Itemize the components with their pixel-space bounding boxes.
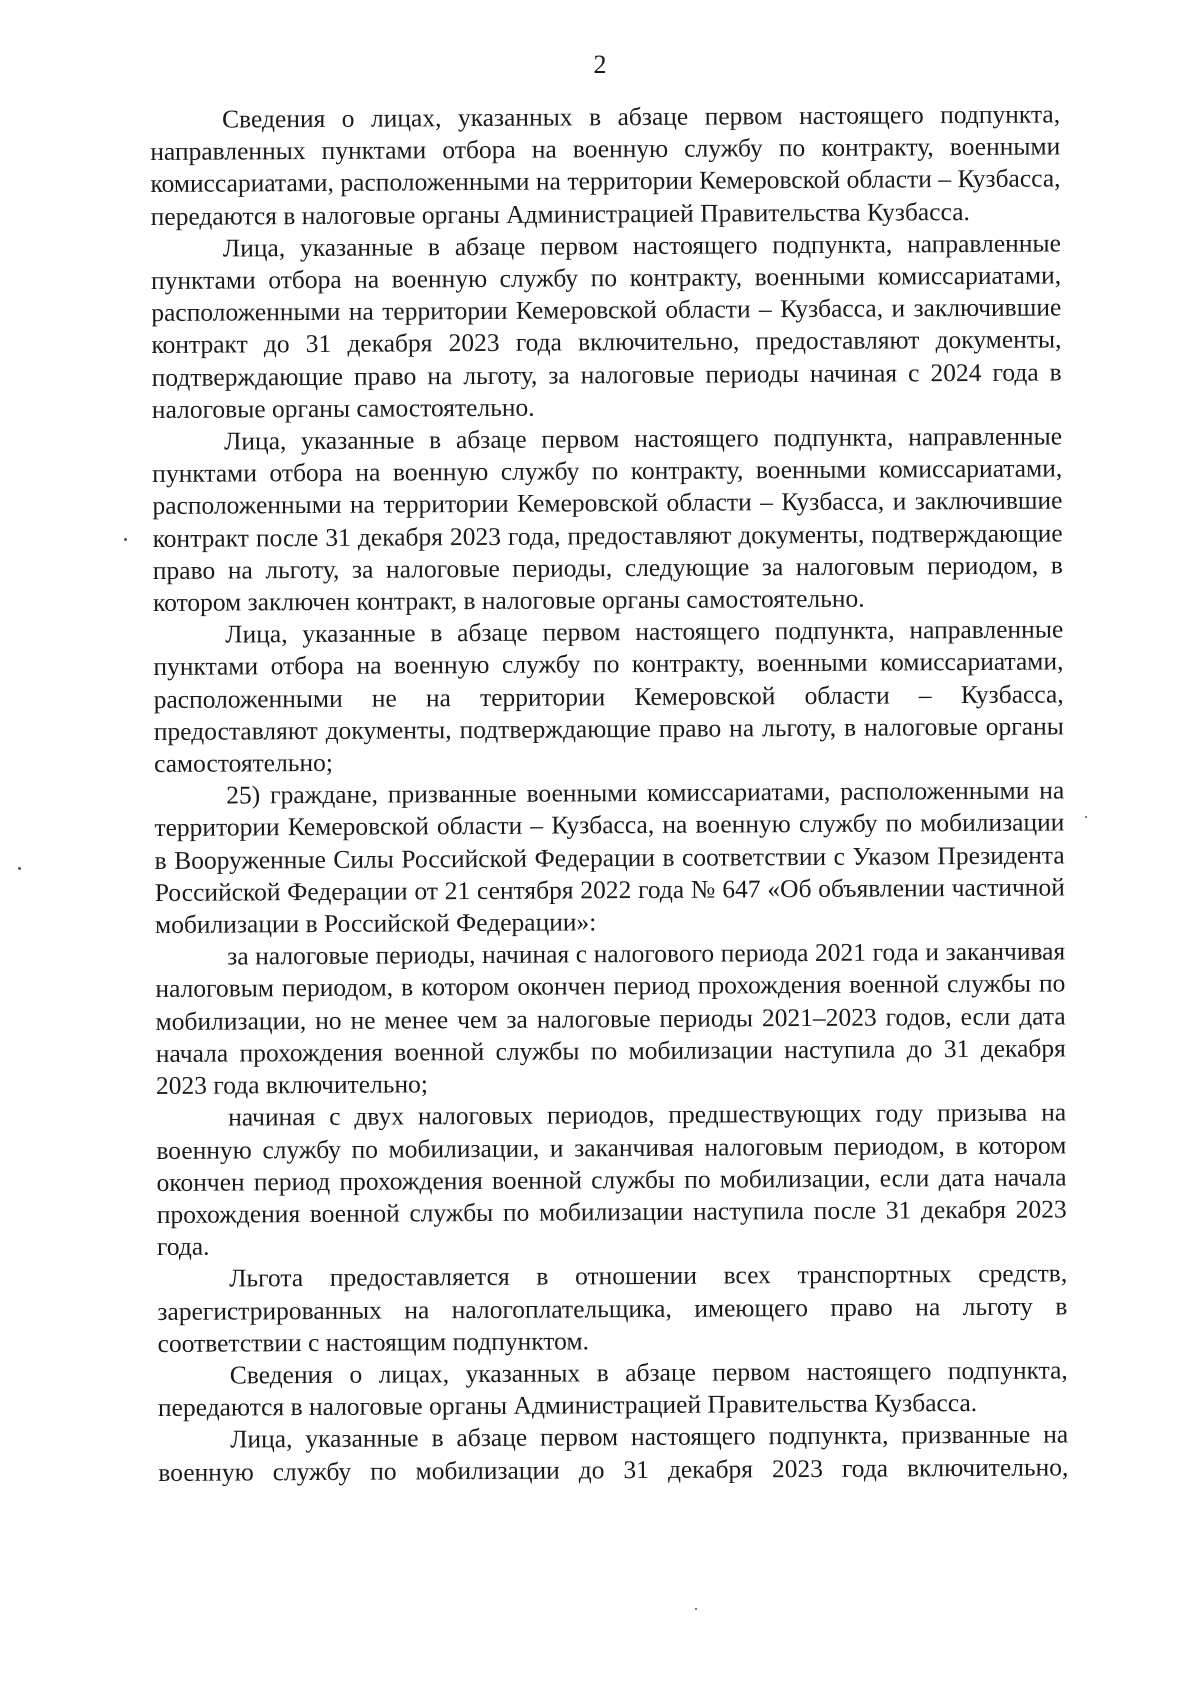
paragraph-outside-kuzbass: Лица, указанные в абзаце первом настоящего подпункта, направленные пунктами отбора на военную службу по контракту, военными комиссариатами, расположенными не на территории Кемеровской области – Кузбасса, предоставляют документы, подтверждающие право на льготу, в налоговые органы самостоятельно; [153, 614, 1064, 779]
scan-speck [18, 867, 21, 870]
paragraph-mobilized-before-2023: Лица, указанные в абзаце первом настоящего подпункта, призванные на военную службу по мобилизации до 31 декабря 2023 года включительно, [158, 1419, 1069, 1487]
paragraph-info-transfer-contract: Сведения о лицах, указанных в абзаце первом настоящего подпункта, направленных пунктами отбора на военную службу по контракту, военными комиссариатами, расположенными на территории Кемеровской области – Кузбасса, передаются в налоговые органы Администрацией Правительства Кузбасса. [150, 99, 1061, 231]
scan-speck [124, 538, 127, 541]
page-number: 2 [593, 50, 607, 79]
scan-speck [1085, 816, 1087, 818]
paragraph-item-25: 25) граждане, призванные военными комиссариатами, расположенными на территории Кемеровской области – Кузбасса, на военную службу по мобилизации в Вооруженные Силы Российской Федерации в соответствии с Указом Президента Российской Федерации от 21 сентября 2022 года № 647 «Об объявлении частичной мобилизации в Российской Федерации»: [154, 775, 1065, 940]
paragraph-contract-after-2023: Лица, указанные в абзаце первом настоящего подпункта, направленные пунктами отбора на военную службу по контракту, военными комиссариатами, расположенными на территории Кемеровской области – Кузбасса, и заключившие контракт после 31 декабря 2023 года, предоставляют документы, подтверждающие право на льготу, за налоговые периоды, следующие за налоговым периодом, в котором заключен контракт, в налоговые органы самостоятельно. [152, 421, 1063, 618]
paragraph-periods-after-2023: начиная с двух налоговых периодов, предшествующих году призыва на военную службу по мобилизации, и заканчивая налоговым периодом, в котором окончен период прохождения военной службы по мобилизации, если дата начала прохождения военной службы по мобилизации наступила после 31 декабря 2023 года. [156, 1097, 1067, 1262]
paragraph-info-transfer-mobilized: Сведения о лицах, указанных в абзаце первом настоящего подпункта, передаются в налоговые органы Администрацией Правительства Кузбасса. [157, 1355, 1068, 1423]
paragraph-contract-before-2023: Лица, указанные в абзаце первом настоящего подпункта, направленные пунктами отбора на военную службу по контракту, военными комиссариатами, расположенными на территории Кемеровской области – Кузбасса, и заключившие контракт до 31 декабря 2023 года включительно, предоставляют документы, подтверждающие право на льготу, за налоговые периоды начиная с 2024 года в налоговые органы самостоятельно. [150, 228, 1062, 424]
document-body [150, 98, 1068, 1488]
scan-speck [695, 1608, 697, 1610]
paragraph-periods-until-2023: за налоговые периоды, начиная с налогового периода 2021 года и заканчивая налоговым периодом, в котором окончен период прохождения военной службы по мобилизации, но не менее чем за налоговые периоды 2021–2023 годов, если дата начала прохождения военной службы по мобилизации наступила до 31 декабря 2023 года включительно; [155, 936, 1066, 1101]
paragraph-benefit-scope: Льгота предоставляется в отношении всех транспортных средств, зарегистрированных на налогоплательщика, имеющего право на льготу в соответствии с настоящим подпунктом. [157, 1258, 1068, 1358]
